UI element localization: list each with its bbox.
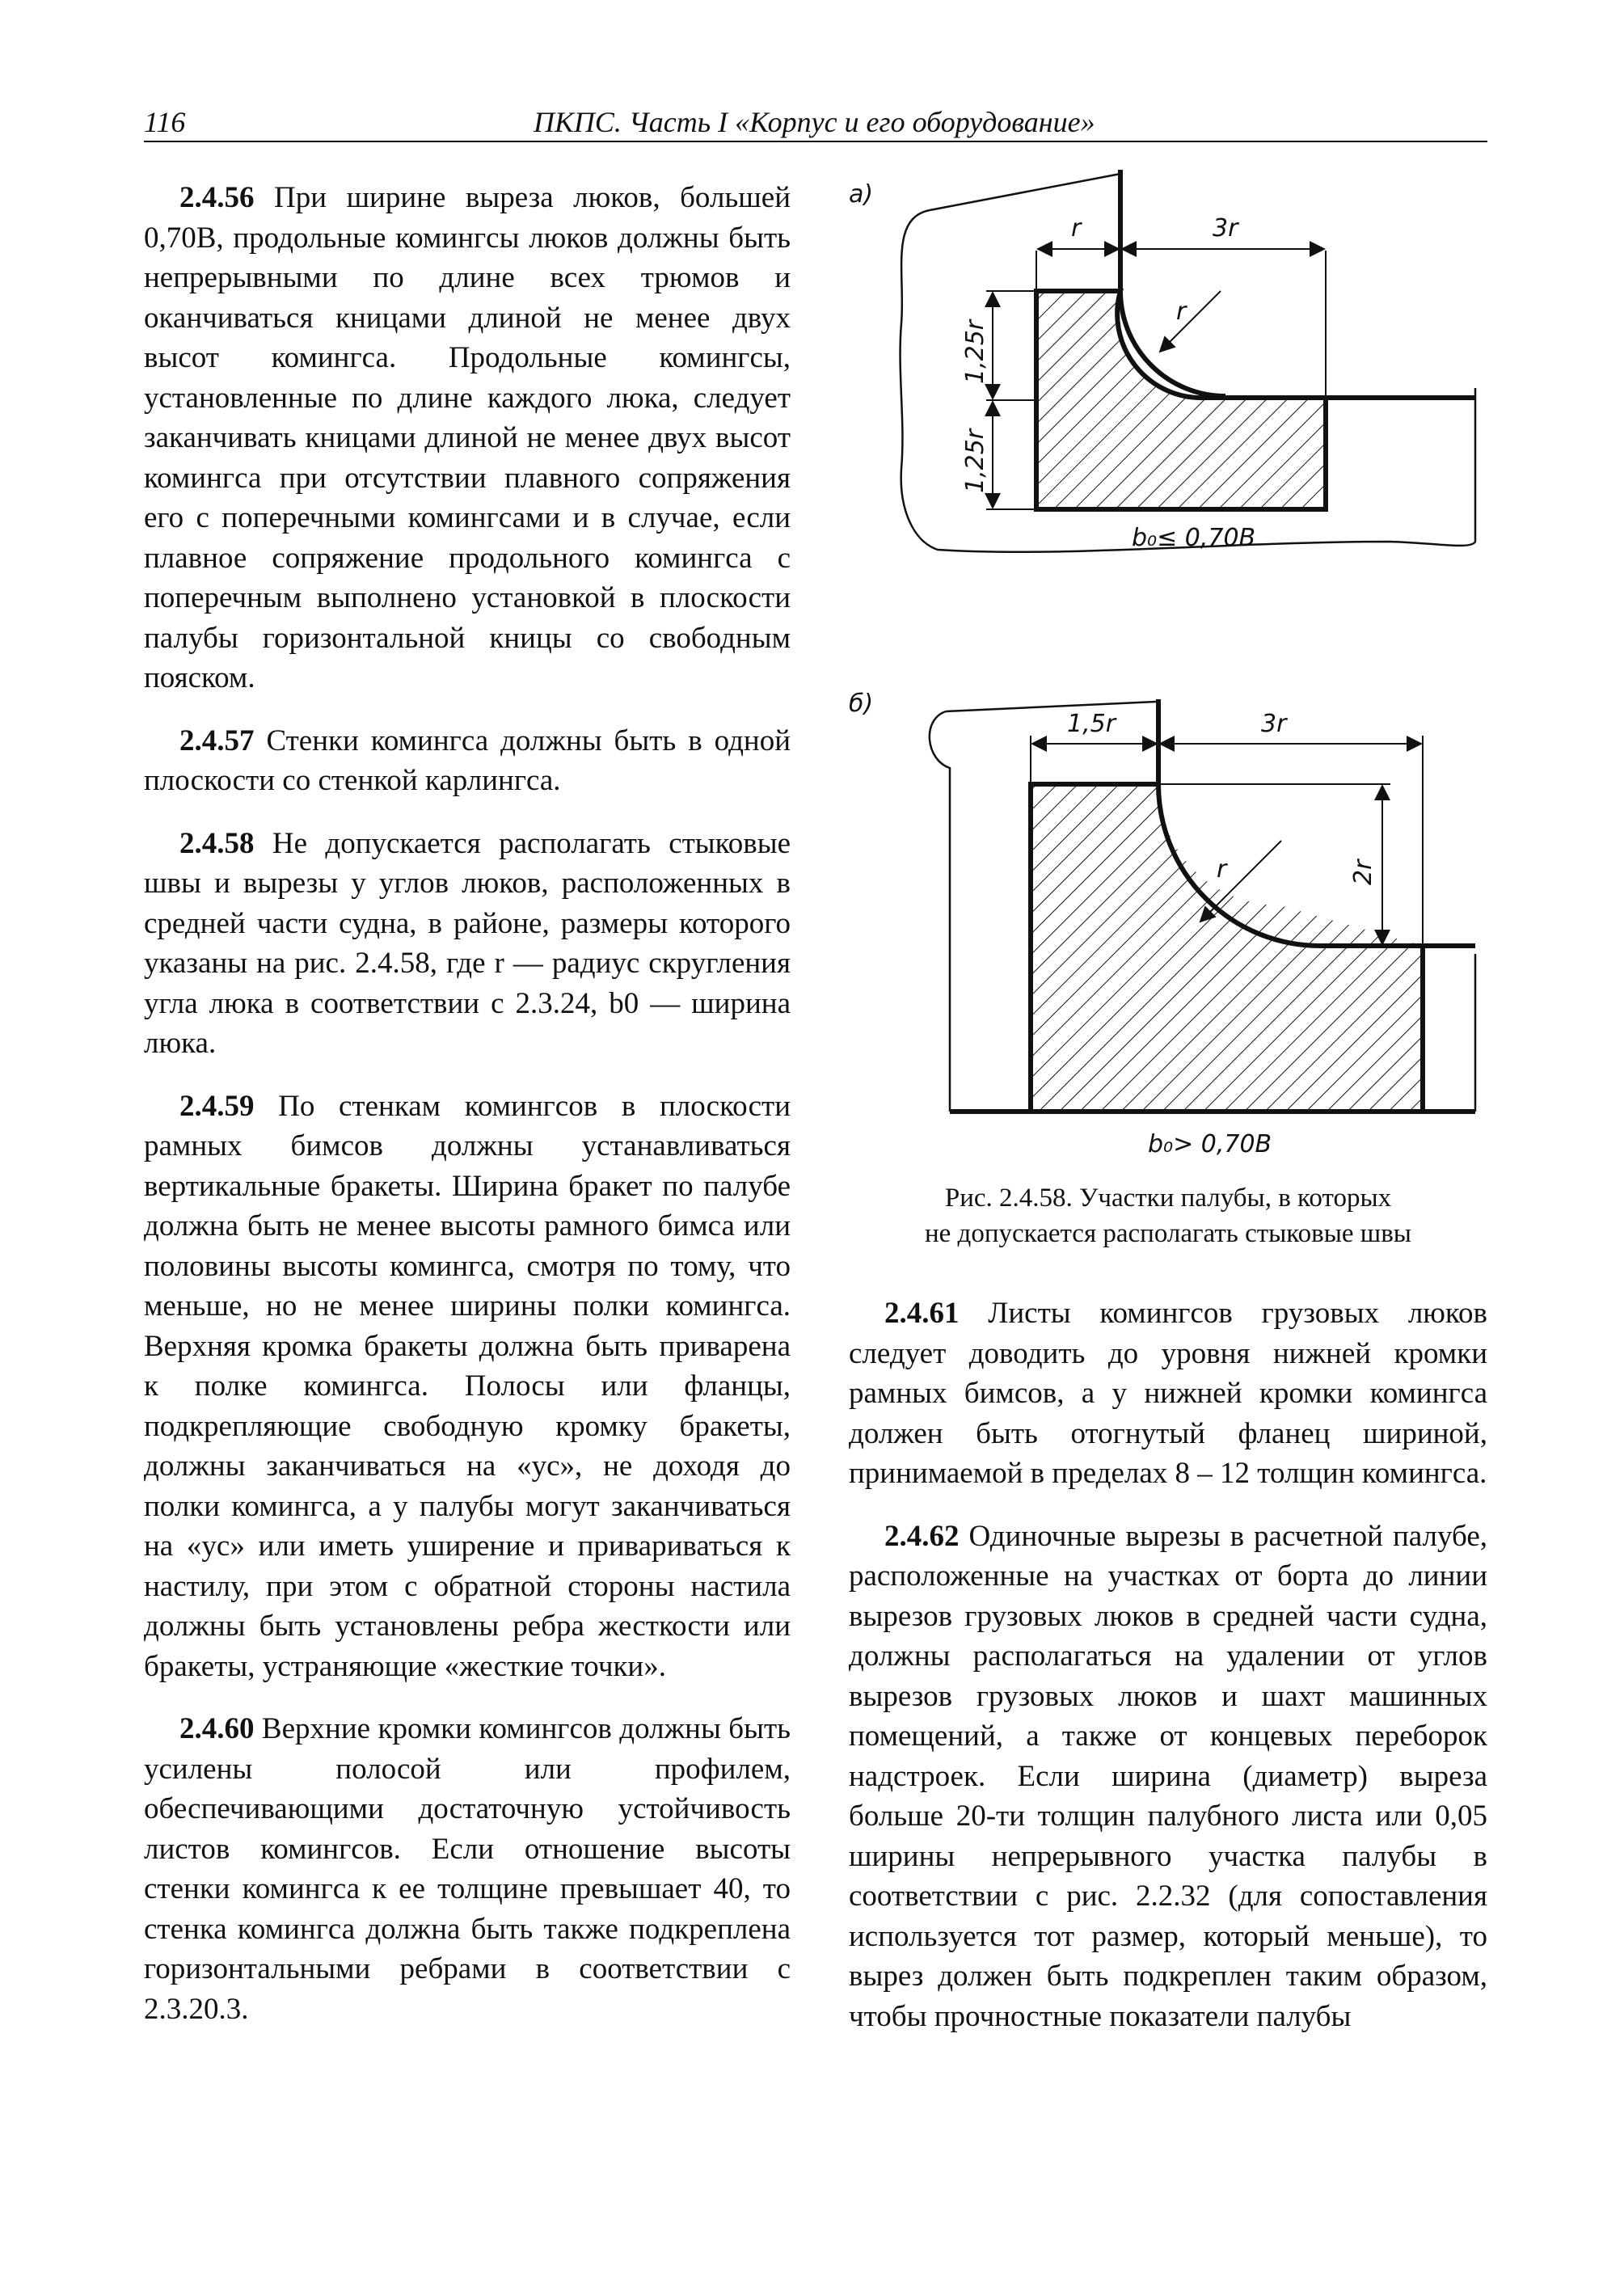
dim-r: r: [1071, 214, 1082, 243]
paragraph-text: При ширине выреза люков, большей 0,70B, продольные комингсы люков должны быть непрерывными по длине всех трюмов и оканчиваться кницами длиной не менее двух высот комингса. Продольные комингсы, установленные по длине каждого люка, следует заканчивать кницами длиной не менее двух высот комингса при отсутствии плавного сопряжения его с поперечными комингсами и в случае, если плавное сопряжение продольного комингса с поперечным выполнено установкой в плоскости палубы горизонтальной кницы со свободным пояском.: [144, 181, 791, 694]
dim-3r-b: 3r: [1261, 710, 1287, 738]
figure-b-label: б): [849, 690, 874, 718]
boundary-top: [930, 174, 1120, 210]
paragraph-2-4-60: [144, 1709, 791, 2029]
dim-radius-b: r: [1217, 855, 1227, 884]
paragraph-text: Листы комингсов грузовых люков следует доводить до уровня нижней кромки рамных бимсов, а у нижней кромки комингса должен быть отогнутый фланец шириной, принимаемой в пределах 8 – 12 толщин комингса.: [849, 1297, 1487, 1490]
left-column: [144, 178, 791, 2052]
paragraph-number: 2.4.57: [179, 724, 255, 757]
paragraph-text: Одиночные вырезы в расчетной палубе, расположенные на участках от борта до линии вырезов грузовых люков в средней части судна, должны располагаться на удалении от углов вырезов грузовых люков и шахт машинных помещений, а также от концевых переборок надстроек. Если ширина (диаметр) выреза больше 20-ти толщин палубного листа или 0,05 ширины непрерывного участка палубы в соответствии с рис. 2.2.32 (для сопоставления используется тот размер, который меньше), то вырез должен быть подкреплен таким образом, чтобы прочностные показатели палубы: [849, 1519, 1487, 2033]
paragraph-2-4-61: [849, 1293, 1487, 1494]
figure-b: [825, 687, 1495, 1213]
paragraph-2-4-56: [144, 178, 791, 698]
caption-line-2: не допускается располагать стыковые швы: [925, 1219, 1411, 1248]
figure-a: [825, 162, 1495, 614]
paragraph-number: 2.4.59: [179, 1089, 255, 1123]
paragraph-text: Не допускается располагать стыковые швы и вырезы у углов люков, расположенных в средней части судна, в районе, размеры которого указаны на рис. 2.4.58, где r — радиус скругления угла люка в соответствии с 2.3.24, b0 — ширина люка.: [144, 826, 791, 1060]
paragraph-text: По стенкам комингсов в плоскости рамных бимсов должны устанавливаться вертикальные бракеты. Ширина бракет по палубе должна быть не менее высоты рамного бимса или половины высоты комингса, смотря по тому, что меньше, но не менее ширины полки комингса. Верхняя кромка бракеты должна быть приварена к полке комингса. Полосы или фланцы, подкрепляющие свободную кромку бракеты, должны заканчиваться на «ус», не доходя до полки комингса, а у палубы могут заканчиваться на «ус» или иметь уширение и привариваться к настилу, при этом с обратной стороны настила должны быть установлены ребра жесткости или бракеты, устраняющие «жесткие точки».: [144, 1089, 791, 1683]
dim-125r-top: 1,25r: [961, 319, 989, 384]
caption-line-1: Рис. 2.4.58. Участки палубы, в которых: [944, 1183, 1392, 1213]
running-title: ПКПС. Часть I «Корпус и его оборудование»: [534, 106, 1095, 138]
paragraph-text: Верхние кромки комингсов должны быть усилены полосой или профилем, обеспечивающими достаточную устойчивость листов комингсов. Если отношение высоты стенки комингса к ее толщине превышает 40, то стенка комингса должна быть также подкреплена горизонтальными ребрами в соответствии с 2.3.20.3.: [144, 1712, 791, 2026]
right-column: [849, 1293, 1487, 2059]
dim-radius: r: [1176, 297, 1187, 326]
paragraph-2-4-58: [144, 824, 791, 1064]
dim-2r: 2r: [1349, 859, 1377, 885]
condition-b: b₀> 0,70B: [1148, 1130, 1272, 1158]
condition-a: b₀≤ 0,70B: [1132, 524, 1256, 552]
paragraph-2-4-62: [849, 1517, 1487, 2037]
page-number: 116: [144, 106, 186, 138]
header-rule: [144, 141, 1487, 142]
paragraph-2-4-59: [144, 1086, 791, 1687]
paragraph-number: 2.4.60: [179, 1712, 255, 1745]
boundary-line-b: [930, 711, 950, 1112]
dim-3r: 3r: [1213, 214, 1238, 243]
paragraph-number: 2.4.56: [179, 181, 255, 214]
figure-caption: [849, 1180, 1487, 1251]
paragraph-number: 2.4.62: [884, 1519, 960, 1553]
figure-a-drawing: [825, 162, 1495, 614]
paragraph-text: Стенки комингса должны быть в одной плоскости со стенкой карлингса.: [144, 724, 791, 797]
paragraph-number: 2.4.58: [179, 826, 255, 860]
paragraph-number: 2.4.61: [884, 1297, 960, 1330]
dim-15r: 1,5r: [1067, 710, 1116, 738]
paragraph-2-4-57: [144, 721, 791, 801]
dim-125r-bottom: 1,25r: [961, 428, 989, 493]
figure-b-drawing: [825, 687, 1495, 1213]
figure-a-label: а): [849, 180, 874, 209]
